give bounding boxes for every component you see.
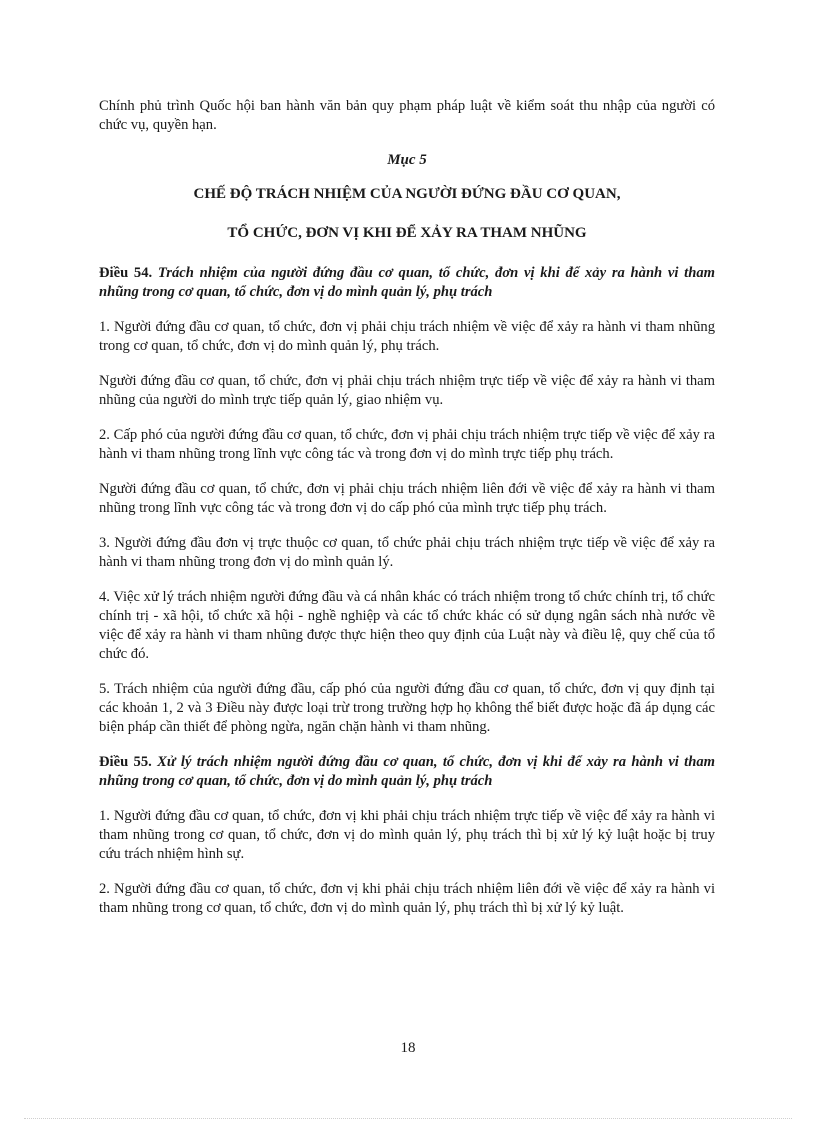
article-number: Điều 54. [99, 265, 153, 281]
article-title: Trách nhiệm của người đứng đầu cơ quan, tổ chức, đơn vị khi để xảy ra hành vi tham nhũng trong cơ quan, tổ chức, đơn vị do mình quản lý, phụ trách [99, 265, 715, 300]
article-54-paragraph: 5. Trách nhiệm của người đứng đầu, cấp phó của người đứng đầu cơ quan, tổ chức, đơn vị quy định tại các khoản 1, 2 và 3 Điều này được loại trừ trong trường hợp họ không thể biết được hoặc đã áp dụng các biện pháp cần thiết để phòng ngừa, ngăn chặn hành vi tham nhũng. [99, 681, 715, 735]
article-54-paragraph: 3. Người đứng đầu đơn vị trực thuộc cơ quan, tổ chức phải chịu trách nhiệm trực tiếp về việc để xảy ra hành vi tham nhũng trong đơn vị do mình quản lý. [99, 535, 715, 570]
article-54-paragraph: 2. Cấp phó của người đứng đầu cơ quan, tổ chức, đơn vị phải chịu trách nhiệm trực tiếp về việc để xảy ra hành vi tham nhũng trong lĩnh vực công tác và trong đơn vị do mình trực tiếp phụ trách. [99, 427, 715, 462]
article-55-paragraph: 1. Người đứng đầu cơ quan, tổ chức, đơn vị khi phải chịu trách nhiệm trực tiếp về việc để xảy ra hành vi tham nhũng trong cơ quan, tổ chức, đơn vị do mình quản lý, phụ trách thì bị xử lý kỷ luật hoặc bị truy cứu trách nhiệm hình sự. [99, 808, 715, 862]
article-54-paragraph: Người đứng đầu cơ quan, tổ chức, đơn vị phải chịu trách nhiệm liên đới về việc để xảy ra hành vi tham nhũng trong lĩnh vực công tác và trong đơn vị do cấp phó của mình trực tiếp phụ trách. [99, 481, 715, 516]
section-label: Mục 5 [387, 152, 427, 168]
article-heading-54 [99, 264, 715, 302]
article-55-paragraph: 2. Người đứng đầu cơ quan, tổ chức, đơn vị khi phải chịu trách nhiệm liên đới về việc để xảy ra hành vi tham nhũng trong cơ quan, tổ chức, đơn vị do mình quản lý, phụ trách thì bị xử lý kỷ luật. [99, 881, 715, 916]
intro-paragraph: Chính phủ trình Quốc hội ban hành văn bản quy phạm pháp luật về kiểm soát thu nhập của người có chức vụ, quyền hạn. [99, 98, 715, 133]
document-page [99, 97, 715, 934]
article-54-paragraph: 4. Việc xử lý trách nhiệm người đứng đầu và cá nhân khác có trách nhiệm trong tổ chức chính trị, tổ chức chính trị - xã hội, tổ chức xã hội - nghề nghiệp và các tổ chức khác có sử dụng ngân sách nhà nước về việc để xảy ra hành vi tham nhũng được thực hiện theo quy định của Luật này và điều lệ, quy chế của tổ chức đó. [99, 589, 715, 662]
page-bottom-divider [24, 1118, 792, 1119]
article-54-paragraph: 1. Người đứng đầu cơ quan, tổ chức, đơn vị phải chịu trách nhiệm về việc để xảy ra hành vi tham nhũng trong cơ quan, tổ chức, đơn vị do mình quản lý, phụ trách. [99, 319, 715, 354]
section-title-line-1: CHẾ ĐỘ TRÁCH NHIỆM CỦA NGƯỜI ĐỨNG ĐẦU CƠ QUAN, [193, 186, 621, 202]
page-number: 18 [400, 1040, 416, 1056]
article-54-paragraph: Người đứng đầu cơ quan, tổ chức, đơn vị phải chịu trách nhiệm trực tiếp về việc để xảy ra hành vi tham nhũng của người do mình trực tiếp quản lý, giao nhiệm vụ. [99, 373, 715, 408]
article-heading-55 [99, 753, 715, 791]
section-title-line-2: TỔ CHỨC, ĐƠN VỊ KHI ĐỂ XẢY RA THAM NHŨNG [227, 225, 587, 241]
article-number: Điều 55. [99, 754, 152, 770]
article-title: Xử lý trách nhiệm người đứng đầu cơ quan, tổ chức, đơn vị khi để xảy ra hành vi tham nhũng trong cơ quan, tổ chức, đơn vị do mình quản lý, phụ trách [99, 754, 715, 789]
